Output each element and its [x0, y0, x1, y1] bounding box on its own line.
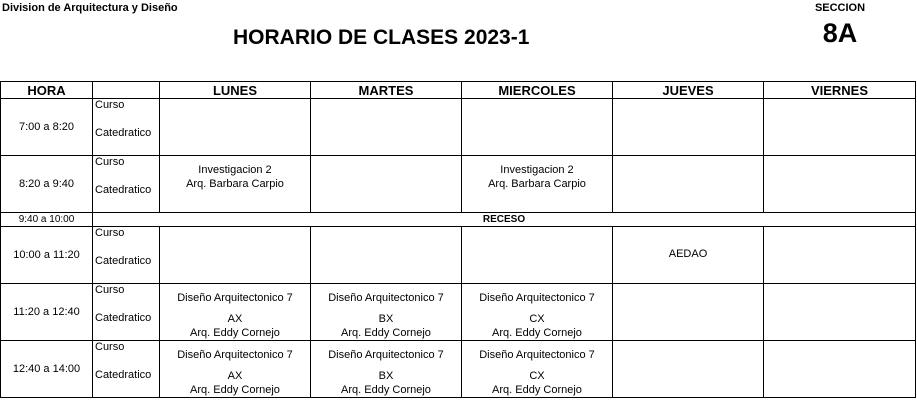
class-cell-jueves [613, 341, 764, 398]
course-name: Diseño Arquitectonico 7 [328, 349, 444, 361]
course-name: AEDAO [668, 248, 708, 260]
course-name: Investigacion 2 [198, 164, 272, 176]
group-code: AX [227, 313, 243, 325]
class-cell-viernes [764, 99, 916, 156]
class-cell-viernes [764, 341, 916, 398]
schedule-table [0, 81, 916, 398]
page-title: HORARIO DE CLASES 2023-1 [233, 26, 530, 49]
schedule-row [1, 99, 916, 156]
section-label: SECCION [814, 2, 866, 14]
time-slot-label: 7:00 a 8:20 [1, 99, 93, 156]
day-header-miercoles: MIERCOLES [462, 82, 613, 99]
class-cell-jueves [613, 284, 764, 341]
professor-name: Arq. Eddy Cornejo [341, 384, 431, 396]
class-cell-jueves [613, 156, 764, 213]
row-labels [93, 341, 160, 398]
curso-label: Curso [95, 156, 125, 168]
class-cell-lunes [160, 156, 311, 213]
day-header-martes: MARTES [311, 82, 462, 99]
day-header-viernes: VIERNES [764, 82, 916, 99]
schedule-row [1, 227, 916, 284]
class-cell-viernes [764, 284, 916, 341]
day-header-jueves: JUEVES [613, 82, 764, 99]
curso-label: Curso [95, 284, 125, 296]
catedratico-label: Catedratico [95, 255, 152, 267]
class-cell-miercoles [462, 341, 613, 398]
class-cell-miercoles [462, 99, 613, 156]
catedratico-label: Catedratico [95, 312, 152, 324]
class-cell-miercoles [462, 156, 613, 213]
row-labels [93, 284, 160, 341]
course-name: Diseño Arquitectonico 7 [177, 349, 293, 361]
time-slot-label: 12:40 a 14:00 [1, 341, 93, 398]
curso-label: Curso [95, 99, 125, 111]
recess-row [1, 213, 916, 227]
class-cell-martes [311, 227, 462, 284]
row-labels [93, 227, 160, 284]
schedule-row [1, 156, 916, 213]
group-code: BX [378, 370, 394, 382]
hora-header: HORA [1, 82, 93, 99]
class-cell-jueves [613, 99, 764, 156]
group-code: CX [529, 313, 545, 325]
professor-name: Arq. Barbara Carpio [488, 178, 586, 190]
course-name: Diseño Arquitectonico 7 [479, 292, 595, 304]
class-cell-martes [311, 156, 462, 213]
class-cell-lunes [160, 284, 311, 341]
time-slot-label: 8:20 a 9:40 [1, 156, 93, 213]
catedratico-label: Catedratico [95, 184, 152, 196]
day-header-lunes: LUNES [160, 82, 311, 99]
professor-name: Arq. Eddy Cornejo [190, 327, 280, 339]
catedratico-label: Catedratico [95, 369, 152, 381]
course-name: Diseño Arquitectonico 7 [328, 292, 444, 304]
professor-name: Arq. Eddy Cornejo [190, 384, 280, 396]
class-cell-lunes [160, 99, 311, 156]
time-slot-label: 10:00 a 11:20 [1, 227, 93, 284]
professor-name: Arq. Eddy Cornejo [492, 384, 582, 396]
course-name: Diseño Arquitectonico 7 [479, 349, 595, 361]
class-cell-jueves [613, 227, 764, 284]
professor-name: Arq. Eddy Cornejo [492, 327, 582, 339]
professor-name: Arq. Eddy Cornejo [341, 327, 431, 339]
class-cell-miercoles [462, 284, 613, 341]
section-value: 8A [822, 18, 858, 48]
group-code: AX [227, 370, 243, 382]
time-slot-label: 11:20 a 12:40 [1, 284, 93, 341]
group-code: CX [529, 370, 545, 382]
course-name: Investigacion 2 [500, 164, 574, 176]
header-row [1, 82, 916, 99]
class-cell-viernes [764, 156, 916, 213]
course-name: Diseño Arquitectonico 7 [177, 292, 293, 304]
class-cell-miercoles [462, 227, 613, 284]
schedule-row [1, 341, 916, 398]
division-name: Division de Arquitectura y Diseño [2, 2, 178, 14]
class-cell-martes [311, 284, 462, 341]
schedule-row [1, 284, 916, 341]
catedratico-label: Catedratico [95, 127, 152, 139]
class-cell-lunes [160, 227, 311, 284]
row-labels [93, 156, 160, 213]
time-slot-label: 9:40 a 10:00 [1, 213, 93, 227]
professor-name: Arq. Barbara Carpio [186, 178, 284, 190]
class-cell-martes [311, 99, 462, 156]
curso-label: Curso [95, 227, 125, 239]
recess-label: RECESO [93, 213, 916, 227]
curso-label: Curso [95, 341, 125, 353]
group-code: BX [378, 313, 394, 325]
label-header [93, 82, 160, 99]
class-cell-lunes [160, 341, 311, 398]
class-cell-martes [311, 341, 462, 398]
class-cell-viernes [764, 227, 916, 284]
row-labels [93, 99, 160, 156]
